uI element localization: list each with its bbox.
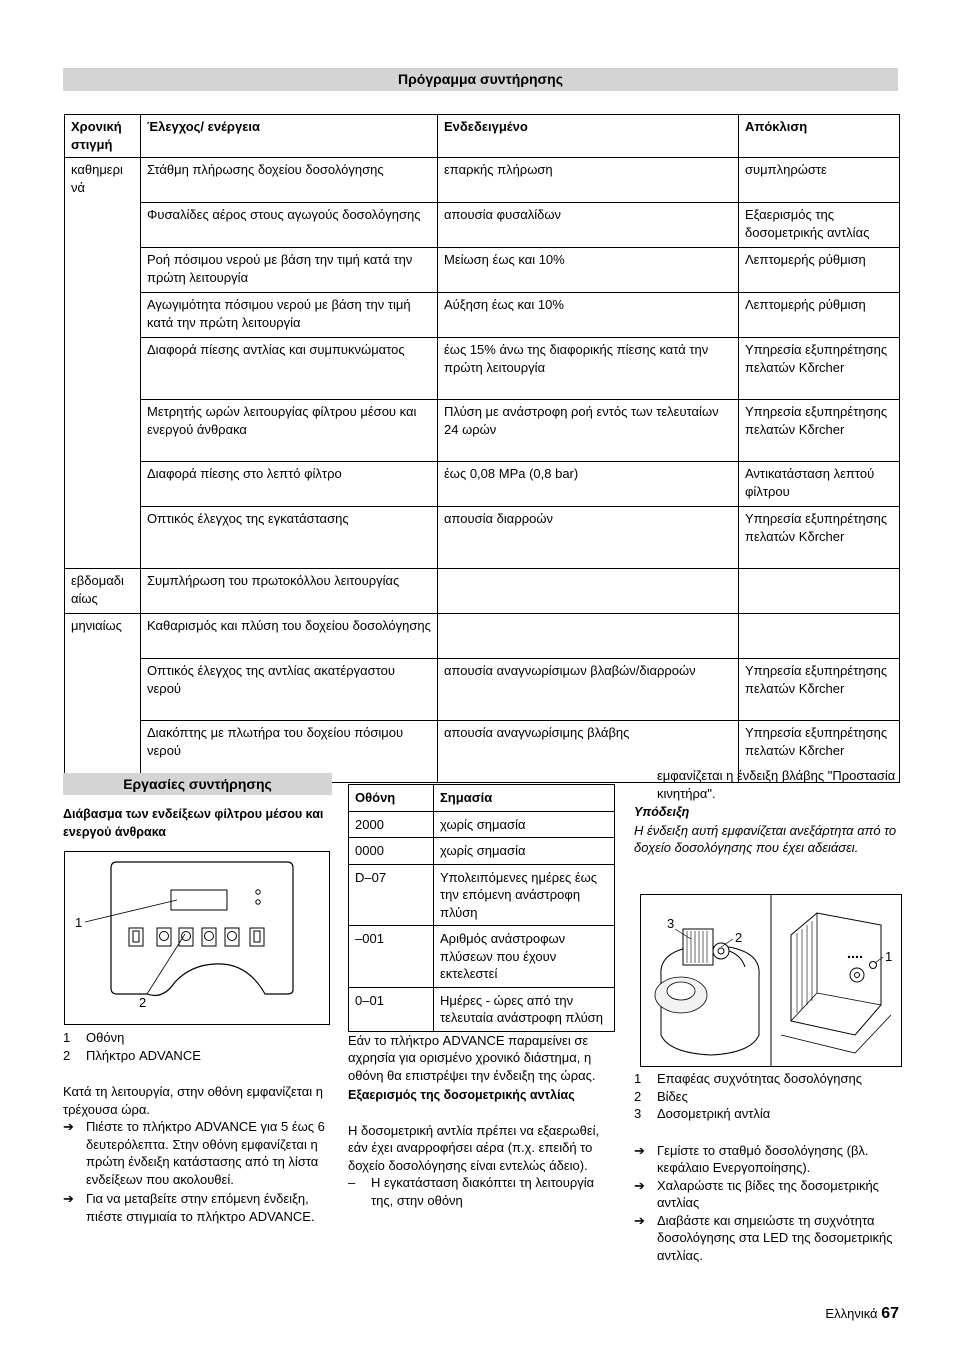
time-cell: καθημερι νά [65, 158, 141, 569]
paragraph: Η δοσομετρική αντλία πρέπει να εξαερωθεί, εάν έχει αναρροφήσει αέρα (π.χ. επειδή το δοχείο δοσολόγησης είναι εντελώς άδειο). [348, 1122, 600, 1173]
dosing-pump-figure [640, 894, 902, 1067]
time-cell: μηνιαίως [65, 614, 141, 783]
table-row [65, 158, 900, 203]
check-cell: Συμπλήρωση του πρωτοκόλλου λειτουργίας [141, 569, 438, 614]
target-cell: Αύξηση έως και 10% [438, 293, 739, 338]
deviation-cell: Λεπτομερής ρύθμιση [739, 293, 900, 338]
target-cell: έως 15% άνω της διαφορικής πίεσης κατά την πρώτη λειτουργία [438, 338, 739, 400]
table-row [65, 614, 900, 659]
check-cell: Μετρητής ωρών λειτουργίας φίλτρου μέσου και ενεργού άνθρακα [141, 400, 438, 462]
table-row [65, 338, 900, 400]
note-text: Η ένδειξη αυτή εμφανίζεται ανεξάρτητα από το δοχείο δοσολόγησης που έχει αδειάσει. [634, 822, 897, 855]
list-item: ➔ Χαλαρώστε τις βίδες της δοσομετρικής αντλίας [634, 1177, 879, 1210]
callout-2: 2 [139, 995, 147, 1010]
check-cell: Φυσαλίδες αέρος στους αγωγούς δοσολόγησης [141, 203, 438, 248]
readout-heading: Διάβασμα των ενδείξεων φίλτρου μέσου και ενεργού άνθρακα [63, 807, 324, 839]
table-row [65, 507, 900, 569]
deviation-cell [739, 569, 900, 614]
page-number: 67 [881, 1305, 899, 1322]
callout-2: 2 [735, 930, 743, 945]
table-header: Ενδεδειγμένο [438, 115, 739, 158]
deviation-cell: Λεπτομερής ρύθμιση [739, 248, 900, 293]
page-footer [825, 1305, 899, 1323]
list-item: ➔ Γεμίστε το σταθμό δοσολόγησης (βλ. κεφάλαιο Ενεργοποίησης). [634, 1142, 869, 1175]
target-cell: απουσία αναγνωρίσιμης βλάβης [438, 721, 739, 783]
callout-1: 1 [885, 949, 893, 964]
target-cell: απουσία φυσαλίδων [438, 203, 739, 248]
legend-item: 3 Δοσομετρική αντλία [634, 1106, 771, 1121]
table-row: D–07 Υπολειπόμενες ημέρες έως την επόμενη ανάστροφη πλύση [349, 864, 615, 926]
table-row [65, 659, 900, 721]
footer-language: Ελληνικά [825, 1306, 878, 1321]
legend-item: 2 Πλήκτρο ADVANCE [63, 1047, 201, 1063]
arrow-icon: ➔ [634, 1142, 645, 1158]
figure-legend [63, 1029, 333, 1064]
table-header: Έλεγχος/ ενέργεια [141, 115, 438, 158]
target-cell [438, 614, 739, 659]
table-row: 0–01 Ημέρες - ώρες από την τελευταία ανάστροφη πλύση [349, 987, 615, 1031]
table-header: Χρονική στιγμή [65, 115, 141, 158]
table-row: 2000 χωρίς σημασία [349, 811, 615, 838]
column-left-text [63, 1029, 333, 1225]
list-item: ➔ Πιέστε το πλήκτρο ADVANCE για 5 έως 6 δευτερόλεπτα. Στην οθόνη εμφανίζεται η πρώτη ένδειξη κατάστασης από τη λίστα ενδείξεων που ακολουθεί. [63, 1119, 325, 1187]
deviation-cell: Αντικατάσταση λεπτού φίλτρου [739, 462, 900, 507]
check-cell: Οπτικός έλεγχος της εγκατάστασης [141, 507, 438, 569]
target-cell: απουσία διαρροών [438, 507, 739, 569]
arrow-icon: ➔ [634, 1212, 645, 1228]
list-item: – Η εγκατάσταση διακόπτει τη λειτουργία της, στην οθόνη [348, 1175, 595, 1208]
check-cell: Διακόπτης με πλωτήρα του δοχείου πόσιμου νερού [141, 721, 438, 783]
time-cell: εβδομαδι αίως [65, 569, 141, 614]
deviation-cell: συμπληρώστε [739, 158, 900, 203]
section-title: Πρόγραμμα συντήρησης [63, 68, 898, 91]
paragraph: Κατά τη λειτουργία, στην οθόνη εμφανίζεται η τρέχουσα ώρα. [63, 1084, 323, 1117]
paragraph: Εάν το πλήκτρο ADVANCE παραμείνει σε αχρησία για ορισμένο χρονικό διάστημα, η οθόνη θα επιστρέψει την ένδειξη της ώρας. [348, 1032, 596, 1083]
continued-text: εμφανίζεται η ένδειξη βλάβης "Προστασία κινητήρα". [657, 768, 896, 801]
deviation-cell: Υπηρεσία εξυπηρέτησης πελατών Kδrcher [739, 507, 900, 569]
check-cell: Στάθμη πλήρωσης δοχείου δοσολόγησης [141, 158, 438, 203]
check-cell: Διαφορά πίεσης αντλίας και συμπυκνώματος [141, 338, 438, 400]
check-cell: Διαφορά πίεσης στο λεπτό φίλτρο [141, 462, 438, 507]
controller-drawing [65, 852, 329, 1024]
table-row: –001 Αριθμός ανάστροφων πλύσεων που έχουν εκτελεστεί [349, 926, 615, 988]
deviation-cell: Υπηρεσία εξυπηρέτησης πελατών Kδrcher [739, 338, 900, 400]
check-cell: Ροή πόσιμου νερού με βάση την τιμή κατά την πρώτη λειτουργία [141, 248, 438, 293]
table-row [65, 569, 900, 614]
deviation-cell: Εξαερισμός της δοσομετρικής αντλίας [739, 203, 900, 248]
venting-heading: Εξαερισμός της δοσομετρικής αντλίας [348, 1088, 575, 1102]
arrow-icon: ➔ [634, 1177, 645, 1193]
legend-item: 2 Βίδες [634, 1088, 688, 1104]
table-row [65, 400, 900, 462]
instruction-list [63, 1118, 333, 1225]
deviation-cell: Υπηρεσία εξυπηρέτησης πελατών Kδrcher [739, 721, 900, 783]
table-row [65, 203, 900, 248]
figure-legend [634, 1070, 902, 1123]
table-header: Σημασία [434, 785, 615, 812]
target-cell [438, 569, 739, 614]
table-row: 0000 χωρίς σημασία [349, 838, 615, 865]
dash-list [348, 1174, 616, 1209]
callout-1: 1 [75, 915, 83, 930]
target-cell: έως 0,08 MPa (0,8 bar) [438, 462, 739, 507]
dosing-pump-drawing [641, 895, 901, 1066]
callout-3: 3 [667, 916, 675, 931]
arrow-icon: ➔ [63, 1191, 74, 1206]
maintenance-schedule-table [64, 114, 900, 783]
list-item: ➔ Για να μεταβείτε στην επόμενη ένδειξη, πιέστε στιγμιαία το πλήκτρο ADVANCE. [63, 1191, 315, 1224]
target-cell: απουσία αναγνωρίσιμων βλαβών/διαρροών [438, 659, 739, 721]
note-title: Υπόδειξη [634, 805, 690, 819]
table-row [65, 293, 900, 338]
subsection-title: Εργασίες συντήρησης [63, 773, 332, 795]
table-row [65, 248, 900, 293]
check-cell: Οπτικός έλεγχος της αντλίας ακατέργαστου νερού [141, 659, 438, 721]
column-left [63, 806, 335, 841]
target-cell: επαρκής πλήρωση [438, 158, 739, 203]
instruction-list [634, 1142, 902, 1265]
controller-figure [64, 851, 330, 1025]
column-middle [348, 784, 616, 1209]
legend-item: 1 Οθόνη [63, 1030, 125, 1045]
table-row [65, 462, 900, 507]
column-right [634, 767, 900, 857]
display-meaning-table [348, 784, 615, 1032]
deviation-cell: Υπηρεσία εξυπηρέτησης πελατών Kδrcher [739, 659, 900, 721]
target-cell: Πλύση με ανάστροφη ροή εντός των τελευταίων 24 ωρών [438, 400, 739, 462]
legend-item: 1 Επαφέας συχνότητας δοσολόγησης [634, 1071, 863, 1086]
deviation-cell: Υπηρεσία εξυπηρέτησης πελατών Kδrcher [739, 400, 900, 462]
list-item: ➔ Διαβάστε και σημειώστε τη συχνότητα δοσολόγησης στα LED της δοσομετρικής αντλίας. [634, 1212, 893, 1263]
table-header: Οθόνη [349, 785, 434, 812]
check-cell: Καθαρισμός και πλύση του δοχείου δοσολόγησης [141, 614, 438, 659]
column-right-text [634, 1070, 902, 1264]
arrow-icon: ➔ [63, 1119, 74, 1134]
table-header: Απόκλιση [739, 115, 900, 158]
target-cell: Μείωση έως και 10% [438, 248, 739, 293]
check-cell: Αγωγιμότητα πόσιμου νερού με βάση την τιμή κατά την πρώτη λειτουργία [141, 293, 438, 338]
deviation-cell [739, 614, 900, 659]
